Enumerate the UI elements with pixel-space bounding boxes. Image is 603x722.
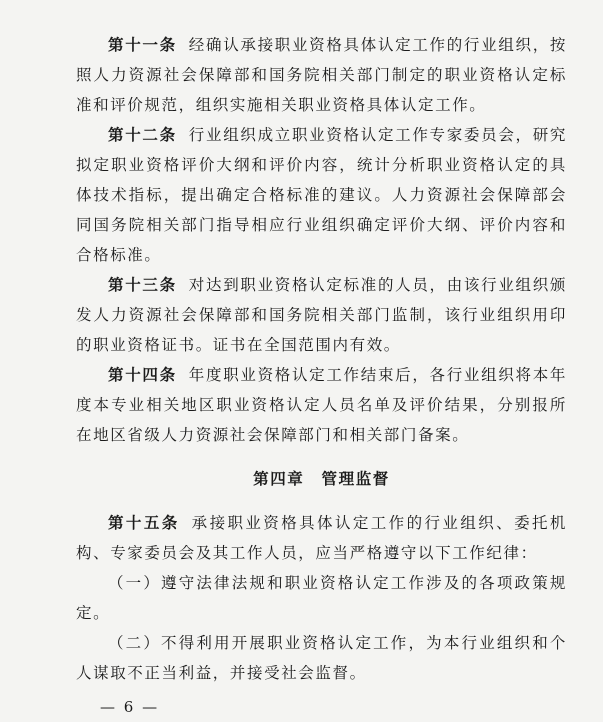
article-13-label: 第十三条 (108, 276, 177, 294)
article-14-label: 第十四条 (108, 366, 177, 384)
article-14 (76, 360, 567, 450)
page-number: — 6 — (100, 698, 160, 716)
article-15-text: 承接职业资格具体认定工作的行业组织、委托机构、专家委员会及其工作人员，应当严格遵守以下工作纪律： (76, 514, 567, 562)
article-12-text: 行业组织成立职业资格认定工作专家委员会，研究拟定职业资格评价大纲和评价内容，统计分析职业资格认定的具体技术指标，提出确定合格标准的建议。人力资源社会保障部会同国务院相关部门指导相应行业组织确定评价大纲、评价内容和合格标准。 (76, 126, 568, 264)
article-14-text: 年度职业资格认定工作结束后，各行业组织将本年度本专业相关地区职业资格认定人员名单及评价结果，分别报所在地区省级人力资源社会保障部门和相关部门备案。 (76, 366, 568, 444)
article-11-text: 经确认承接职业资格具体认定工作的行业组织，按照人力资源社会保障部和国务院相关部门制定的职业资格认定标准和评价规范，组织实施相关职业资格具体认定工作。 (76, 36, 568, 114)
clause-1: （一）遵守法律法规和职业资格认定工作涉及的各项政策规定。 (76, 574, 567, 622)
article-15 (76, 508, 567, 568)
clause-2: （二）不得利用开展职业资格认定工作，为本行业组织和个人谋取不正当利益，并接受社会监督。 (76, 634, 567, 682)
article-13 (76, 270, 567, 360)
article-12 (76, 120, 567, 270)
article-12-label: 第十二条 (108, 126, 177, 144)
article-11 (76, 30, 567, 120)
article-13-text: 对达到职业资格认定标准的人员，由该行业组织颁发人力资源社会保障部和国务院相关部门监制，该行业组织用印的职业资格证书。证书在全国范围内有效。 (76, 276, 568, 354)
chapter-heading: 第四章 管理监督 (253, 470, 390, 488)
article-15-label: 第十五条 (108, 514, 180, 532)
article-11-label: 第十一条 (108, 36, 177, 54)
